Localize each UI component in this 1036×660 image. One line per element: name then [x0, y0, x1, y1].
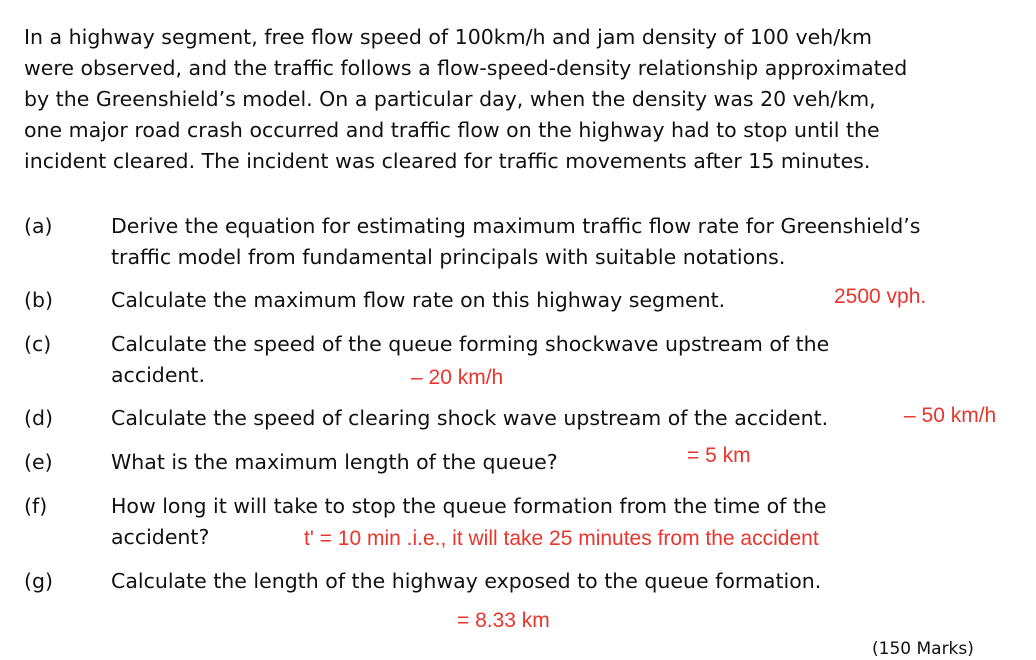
question-a-line-2: traffic model from fundamental principals with suitable notations. [111, 245, 786, 269]
total-marks: (150 Marks) [872, 639, 974, 659]
question-label-d: (d) [24, 406, 54, 430]
question-e-line-1: What is the maximum length of the queue? [111, 450, 558, 474]
question-d-line-1: Calculate the speed of clearing shock wave upstream of the accident. [111, 406, 829, 430]
answer-c: – 20 km/h [411, 366, 504, 389]
question-label-c: (c) [24, 332, 52, 356]
question-label-g: (g) [24, 569, 54, 593]
answer-e: = 5 km [687, 444, 751, 467]
statement-line: incident cleared. The incident was cleared for traffic movements after 15 minutes. [24, 149, 871, 173]
question-label-a: (a) [24, 214, 53, 238]
answer-f: t' = 10 min .i.e., it will take 25 minutes from the accident [304, 527, 819, 550]
answer-d: – 50 km/h [904, 404, 997, 427]
answer-g: = 8.33 km [457, 609, 550, 632]
statement-line: In a highway segment, free flow speed of 100km/h and jam density of 100 veh/km [24, 25, 872, 49]
question-g-line-1: Calculate the length of the highway exposed to the queue formation. [111, 569, 822, 593]
statement-line: by the Greenshield’s model. On a particular day, when the density was 20 veh/km, [24, 87, 876, 111]
answer-b: 2500 vph. [834, 285, 927, 308]
question-f-line-2: accident? [111, 525, 210, 549]
question-c-line-2: accident. [111, 363, 205, 387]
problem-statement [24, 22, 1014, 177]
statement-line: were observed, and the traffic follows a flow-speed-density relationship approximated [24, 56, 908, 80]
question-label-e: (e) [24, 450, 53, 474]
question-f-line-1: How long it will take to stop the queue formation from the time of the [111, 494, 827, 518]
question-b-line-1: Calculate the maximum flow rate on this highway segment. [111, 288, 726, 312]
question-a-line-1: Derive the equation for estimating maximum traffic flow rate for Greenshield’s [111, 214, 921, 238]
statement-line: one major road crash occurred and traffic flow on the highway had to stop until the [24, 118, 880, 142]
question-label-b: (b) [24, 288, 54, 312]
question-label-f: (f) [24, 494, 48, 518]
question-c-line-1: Calculate the speed of the queue forming shockwave upstream of the [111, 332, 830, 356]
